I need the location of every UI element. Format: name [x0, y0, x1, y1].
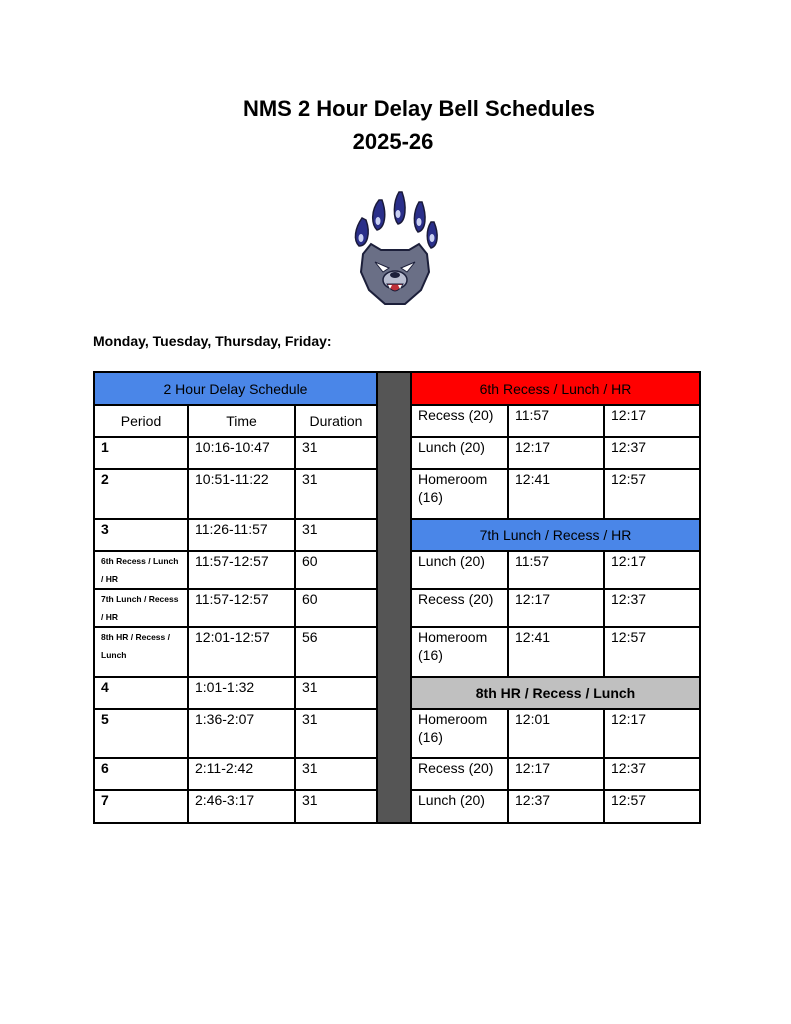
col-header-duration: Duration [295, 405, 377, 437]
col-header-time: Time [188, 405, 295, 437]
duration-cell: 60 [295, 589, 377, 627]
eighth-activity: Lunch (20) [411, 790, 508, 823]
period-cell: 7th Lunch / Recess / HR [94, 589, 188, 627]
time-cell: 2:11-2:42 [188, 758, 295, 790]
duration-cell: 56 [295, 627, 377, 677]
schedule-table [93, 371, 701, 824]
period-cell: 7 [94, 790, 188, 823]
period-cell: 4 [94, 677, 188, 709]
bear-paw-mascot-logo [345, 188, 445, 308]
period-cell: 2 [94, 469, 188, 519]
seventh-start: 12:17 [508, 589, 604, 627]
period-cell: 3 [94, 519, 188, 551]
period-cell: 8th HR / Recess / Lunch [94, 627, 188, 677]
sixth-start: 12:17 [508, 437, 604, 469]
eighth-end: 12:57 [604, 790, 700, 823]
seventh-activity: Homeroom (16) [411, 627, 508, 677]
days-label: Monday, Tuesday, Thursday, Friday: [93, 333, 332, 349]
time-cell: 11:57-12:57 [188, 551, 295, 589]
eighth-start: 12:37 [508, 790, 604, 823]
seventh-end: 12:57 [604, 627, 700, 677]
duration-cell: 31 [295, 469, 377, 519]
sixth-activity: Lunch (20) [411, 437, 508, 469]
period-cell: 6 [94, 758, 188, 790]
title-line-2: 2025-26 [352, 129, 434, 154]
duration-cell: 31 [295, 790, 377, 823]
sixth-end: 12:57 [604, 469, 700, 519]
seventh-header: 7th Lunch / Recess / HR [411, 519, 700, 551]
duration-cell: 31 [295, 758, 377, 790]
sixth-end: 12:37 [604, 437, 700, 469]
time-cell: 2:46-3:17 [188, 790, 295, 823]
sixth-start: 11:57 [508, 405, 604, 437]
eighth-start: 12:01 [508, 709, 604, 758]
eighth-activity: Homeroom (16) [411, 709, 508, 758]
duration-cell: 31 [295, 677, 377, 709]
page-title [0, 92, 791, 158]
eighth-start: 12:17 [508, 758, 604, 790]
sixth-header: 6th Recess / Lunch / HR [411, 372, 700, 405]
duration-cell: 60 [295, 551, 377, 589]
time-cell: 11:26-11:57 [188, 519, 295, 551]
time-cell: 12:01-12:57 [188, 627, 295, 677]
duration-cell: 31 [295, 709, 377, 758]
col-header-period: Period [94, 405, 188, 437]
seventh-activity: Lunch (20) [411, 551, 508, 589]
left-header: 2 Hour Delay Schedule [94, 372, 377, 405]
sixth-start: 12:41 [508, 469, 604, 519]
title-line-1: NMS 2 Hour Delay Bell Schedules [242, 96, 596, 121]
period-cell: 1 [94, 437, 188, 469]
seventh-activity: Recess (20) [411, 589, 508, 627]
eighth-activity: Recess (20) [411, 758, 508, 790]
seventh-end: 12:17 [604, 551, 700, 589]
eighth-end: 12:17 [604, 709, 700, 758]
duration-cell: 31 [295, 519, 377, 551]
period-cell: 5 [94, 709, 188, 758]
column-divider [377, 372, 411, 823]
seventh-start: 12:41 [508, 627, 604, 677]
time-cell: 10:16-10:47 [188, 437, 295, 469]
seventh-end: 12:37 [604, 589, 700, 627]
sixth-activity: Recess (20) [411, 405, 508, 437]
time-cell: 10:51-11:22 [188, 469, 295, 519]
eighth-header: 8th HR / Recess / Lunch [411, 677, 700, 709]
sixth-end: 12:17 [604, 405, 700, 437]
time-cell: 11:57-12:57 [188, 589, 295, 627]
time-cell: 1:36-2:07 [188, 709, 295, 758]
period-cell: 6th Recess / Lunch / HR [94, 551, 188, 589]
sixth-activity: Homeroom (16) [411, 469, 508, 519]
eighth-end: 12:37 [604, 758, 700, 790]
duration-cell: 31 [295, 437, 377, 469]
seventh-start: 11:57 [508, 551, 604, 589]
time-cell: 1:01-1:32 [188, 677, 295, 709]
